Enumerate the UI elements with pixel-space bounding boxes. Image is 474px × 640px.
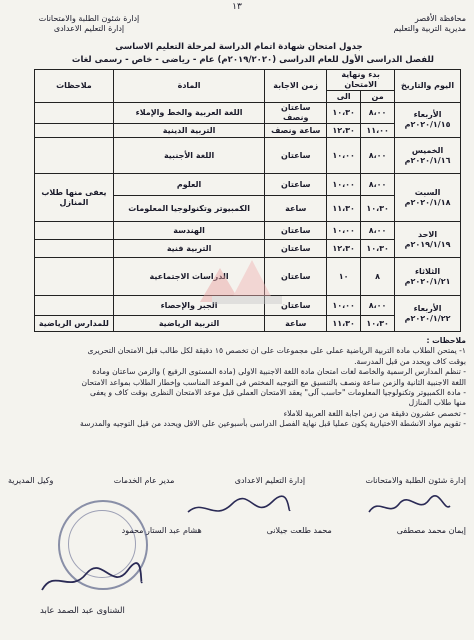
note-line: - تخصص عشرون دقيقة من زمن اجابة اللغة العربية للاملاء (283, 408, 466, 418)
day-name: السبت (414, 187, 441, 197)
signature-titles (8, 476, 466, 485)
time-to: ١٢،٣٠ (327, 124, 361, 138)
deputy-name: الشناوى عبد الصمد عابد (40, 606, 125, 616)
header-from: من (361, 91, 395, 103)
header-to: الى (327, 91, 361, 103)
day-name: الخميس (411, 145, 444, 155)
day-date: ٢٠٢٠/١/١٦م (404, 155, 451, 165)
day-date: ٢٠٢٠/١/١٨م (404, 197, 451, 207)
duration: ساعة (265, 316, 327, 332)
note (35, 222, 114, 240)
day-name: الثلاثاء (414, 266, 441, 276)
handwritten-signature (364, 492, 454, 520)
header-governorate (316, 14, 466, 34)
day-cell (395, 174, 461, 222)
header-left-line-2: إدارة التعليم الاعدادى (53, 24, 125, 33)
signature-name: محمد طلعت جيلانى (266, 526, 332, 535)
note-line: اللغة الاجنبية الثانية والزمن ساعة ونصف بالتنسيق مع التوجيه المختص فى الموعد المناسب وإخطار الطلاب بمواعد الامتحان (81, 377, 466, 387)
signature-title: إدارة التعليم الاعدادى (234, 476, 306, 485)
handwritten-signature (36, 560, 146, 600)
subject: الدراسات الاجتماعية (113, 258, 264, 296)
header-right-line-1: محافظة الأقصر (414, 14, 466, 23)
duration: ساعتان (265, 174, 327, 196)
note-line: - تنظم المدارس الرسمية والخاصة لغات امتحان مادة اللغة الاجنبية الاولى (مادة المستوى الرفيع ) والزمن ساعتان ومادة (92, 367, 466, 377)
header-day-date: اليوم والتاريخ (395, 70, 461, 103)
time-to: ١٢،٣٠ (327, 240, 361, 258)
note (35, 124, 114, 138)
duration: ساعتان (265, 258, 327, 296)
time-from: ٨،٠٠ (361, 174, 395, 196)
time-from: ٨ (361, 258, 395, 296)
page-number: ١٣ (232, 2, 242, 12)
header-subject: المادة (113, 70, 264, 103)
signature-title: وكيل المديرية (8, 476, 54, 485)
day-date: ٢٠٢٠/١/١٥م (404, 120, 451, 129)
header-notes: ملاحظات (35, 70, 114, 103)
day-cell (395, 222, 461, 258)
subject: الكمبيوتر وتكنولوجيا المعلومات (113, 196, 264, 222)
duration: ساعتان (265, 138, 327, 174)
note: للمدارس الرياضية (35, 316, 114, 332)
subject: اللغة العربية والخط والإملاء (113, 103, 264, 124)
handwritten-signature (184, 494, 294, 524)
note (35, 258, 114, 296)
signature-title: مدير عام الخدمات (113, 476, 175, 485)
note-line-1: يعفى منها طلاب (41, 187, 107, 197)
subject: التربية الدينية (113, 124, 264, 138)
notes-heading: ملاحظات : (426, 336, 466, 345)
duration: ساعتان (265, 296, 327, 316)
document-subtitle: للفصل الدراسى الأول للعام الدراسى (٢٠١٩/٢٠٢٠م) عام - رياضى - خاص - رسمى لغات (71, 55, 434, 65)
time-to: ١٠،٠٠ (327, 222, 361, 240)
subject: الهندسة (113, 222, 264, 240)
time-to: ١٠،٠٠ (327, 138, 361, 174)
header-start-end: بدء ونهاية الامتحان (327, 70, 395, 91)
note-line: منها طلاب المنازل (408, 398, 466, 408)
subject: اللغة الأجنبية (113, 138, 264, 174)
duration: ساعتان ونصف (265, 103, 327, 124)
day-name: الأربعاء (413, 110, 442, 119)
day-date: ٢٠٢٠/١/٢١م (404, 276, 451, 286)
note-line-2: المنازل (59, 197, 89, 207)
note-line: بوقت كاف ويحدد من قبل المدرسة. (354, 356, 466, 366)
note-line: - تقويم مواد الانشطة الاختيارية يكون عمليا قبل نهاية الفصل الدراسى بأسبوعين على الاقل ويحدد من قبل التوجيه والمدرسة (80, 419, 466, 429)
time-to: ١٠ (327, 258, 361, 296)
note-home-students (35, 174, 114, 222)
signature-name: إيمان محمد مصطفى (396, 526, 466, 535)
note-line: ١- يمتحن الطلاب مادة التربية الرياضية عملى على مجموعات على ان تخصص ١٥ دقيقة لكل طالب قبل الامتحان التحريرى (87, 346, 466, 356)
day-cell (395, 138, 461, 174)
time-to: ١٠،٣٠ (327, 103, 361, 124)
day-date: ٢٠٢٠/١/٢٢م (404, 313, 451, 323)
note (35, 103, 114, 124)
day-date: ٢٠١٩/١/١٩م (404, 239, 451, 249)
time-from: ١٠،٣٠ (361, 240, 395, 258)
document-title: جدول امتحان شهادة اتمام الدراسة لمرحلة التعليم الاساسى (115, 42, 363, 52)
day-cell (395, 296, 461, 332)
time-to: ١١،٣٠ (327, 316, 361, 332)
day-name: الأربعاء (413, 303, 442, 313)
time-from: ١١،٠٠ (361, 124, 395, 138)
note (35, 240, 114, 258)
header-left-line-1: إدارة شئون الطلبة والامتحانات (38, 14, 140, 23)
duration: ساعتان (265, 222, 327, 240)
time-to: ١١،٣٠ (327, 196, 361, 222)
time-from: ١٠،٣٠ (361, 316, 395, 332)
notes-section (12, 336, 466, 430)
signature-name: هشام عبد الستار محمود (121, 526, 202, 535)
time-from: ٨،٠٠ (361, 138, 395, 174)
header-duration: زمن الاجابة (265, 70, 327, 103)
header-right-line-2: مديرية التربية والتعليم (393, 24, 466, 33)
time-from: ٨،٠٠ (361, 222, 395, 240)
time-from: ٨،٠٠ (361, 103, 395, 124)
watermark-logo (190, 250, 300, 310)
header-administration (14, 14, 164, 34)
signature-title: إدارة شئون الطلبة والامتحانات (365, 476, 466, 485)
day-name: الاحد (417, 229, 438, 239)
note (35, 296, 114, 316)
note-line: - مادة الكمبيوتر وتكنولوجيا المعلومات "حاسب آلى" يعقد الامتحان العملى قبل موعد الامتحان النظرى بوقت كاف و يعفى (90, 388, 466, 398)
note (35, 138, 114, 174)
subject: التربية الرياضية (113, 316, 264, 332)
time-from: ٨،٠٠ (361, 296, 395, 316)
duration: ساعة ونصف (265, 124, 327, 138)
time-to: ١٠،٠٠ (327, 296, 361, 316)
subject: التربية فنية (113, 240, 264, 258)
duration: ساعة (265, 196, 327, 222)
day-cell (395, 258, 461, 296)
day-cell (395, 103, 461, 138)
time-from: ١٠،٣٠ (361, 196, 395, 222)
duration: ساعتان (265, 240, 327, 258)
subject: العلوم (113, 174, 264, 196)
subject: الجبر والإحصاء (113, 296, 264, 316)
time-to: ١٠،٠٠ (327, 174, 361, 196)
